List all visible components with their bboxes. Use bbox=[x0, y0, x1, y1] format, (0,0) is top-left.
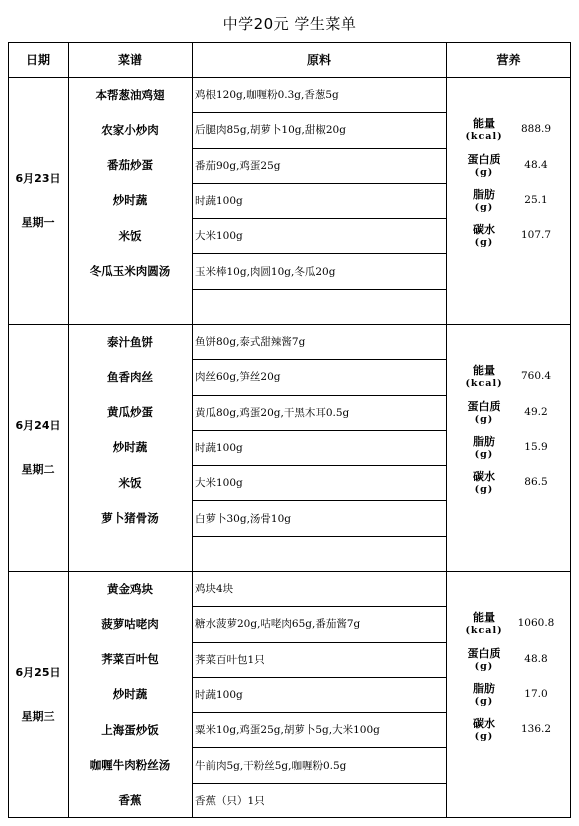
protein-unit: (g) bbox=[474, 660, 494, 672]
protein-unit: (g) bbox=[474, 413, 494, 425]
page-title: 中学20元 学生菜单 bbox=[222, 15, 357, 33]
ingredients-cell: 玉米棒10g,肉圆10g,冬瓜20g bbox=[195, 265, 336, 278]
ingredients-cell bbox=[192, 289, 446, 324]
ingredients-cell: 荠菜百叶包1只 bbox=[195, 653, 265, 666]
carb-value: 86.5 bbox=[524, 476, 548, 489]
energy-label-text: 能量 bbox=[473, 364, 495, 378]
fat-label bbox=[454, 435, 514, 461]
column-divider bbox=[446, 42, 447, 818]
protein-value: 48.8 bbox=[524, 652, 548, 665]
header-date: 日期 bbox=[25, 53, 50, 67]
energy-label bbox=[454, 611, 514, 637]
fat-value: 15.9 bbox=[524, 440, 548, 453]
ingredients-cell: 香蕉（只）1只 bbox=[195, 794, 265, 807]
column-divider bbox=[570, 42, 571, 818]
carb-label bbox=[454, 470, 514, 496]
carb-unit: (g) bbox=[474, 237, 494, 249]
fat-unit: (g) bbox=[474, 201, 494, 213]
carb-unit: (g) bbox=[474, 731, 494, 743]
energy-unit: (kcal) bbox=[465, 131, 503, 143]
protein-label-text: 蛋白质 bbox=[467, 152, 501, 166]
carb-label-text: 碳水 bbox=[473, 470, 495, 484]
energy-value: 888.9 bbox=[520, 123, 552, 136]
ingredients-cell: 鱼饼80g,泰式甜辣酱7g bbox=[195, 336, 306, 349]
date-cell bbox=[8, 324, 68, 571]
energy-unit: (kcal) bbox=[465, 378, 503, 390]
carb-value: 136.2 bbox=[520, 723, 552, 736]
ingredients-cell: 后腿肉85g,胡萝卜10g,甜椒20g bbox=[195, 124, 346, 137]
energy-label-text: 能量 bbox=[473, 611, 495, 625]
dish-name: 泰汁鱼饼 bbox=[107, 334, 153, 349]
fat-unit: (g) bbox=[474, 448, 494, 460]
ingredients-cell: 黄瓜80g,鸡蛋20g,干黑木耳0.5g bbox=[195, 406, 350, 419]
date-label: 6月23日 bbox=[15, 171, 61, 185]
protein-label-text: 蛋白质 bbox=[467, 646, 501, 660]
ingredients-cell: 时蔬100g bbox=[195, 441, 243, 454]
dish-name: 咖喱牛肉粉丝汤 bbox=[89, 758, 171, 773]
header-dish: 菜谱 bbox=[117, 53, 142, 67]
dish-name: 香蕉 bbox=[118, 793, 142, 808]
fat-label-text: 脂肪 bbox=[473, 434, 495, 448]
ingredients-cell: 时蔬100g bbox=[195, 194, 243, 207]
ingredients-cell: 时蔬100g bbox=[195, 688, 243, 701]
carb-value: 107.7 bbox=[520, 229, 552, 242]
ingredients-cell: 鸡根120g,咖喱粉0.3g,香葱5g bbox=[195, 89, 339, 102]
protein-label-text: 蛋白质 bbox=[467, 399, 501, 413]
date-cell bbox=[8, 77, 68, 324]
menu-table bbox=[8, 42, 571, 818]
fat-label bbox=[454, 682, 514, 708]
dish-name: 本帮葱油鸡翅 bbox=[95, 87, 165, 102]
fat-label-text: 脂肪 bbox=[473, 187, 495, 201]
fat-label-text: 脂肪 bbox=[473, 681, 495, 695]
protein-label bbox=[454, 647, 514, 673]
energy-label bbox=[454, 364, 514, 390]
ingredients-cell: 番茄90g,鸡蛋25g bbox=[195, 159, 281, 172]
energy-label-text: 能量 bbox=[473, 117, 495, 131]
dish-name bbox=[68, 536, 192, 571]
dish-name: 农家小炒肉 bbox=[101, 122, 159, 137]
dish-name: 萝卜猪骨汤 bbox=[101, 511, 159, 526]
weekday-label: 星期三 bbox=[21, 709, 55, 723]
dish-name: 米饭 bbox=[118, 475, 142, 490]
dish-name: 黄瓜炒蛋 bbox=[107, 405, 153, 420]
ingredients-cell: 糖水菠萝20g,咕咾肉65g,番茄酱7g bbox=[195, 618, 361, 631]
header-ingredients: 原料 bbox=[306, 53, 331, 67]
energy-label bbox=[454, 117, 514, 143]
dish-name: 鱼香肉丝 bbox=[107, 369, 153, 384]
protein-value: 48.4 bbox=[524, 158, 548, 171]
dish-name bbox=[68, 289, 192, 324]
ingredients-cell: 大米100g bbox=[195, 230, 243, 243]
fat-label bbox=[454, 188, 514, 214]
ingredients-cell: 大米100g bbox=[195, 477, 243, 490]
protein-label bbox=[454, 153, 514, 179]
fat-value: 25.1 bbox=[524, 193, 548, 206]
dish-name: 菠萝咕咾肉 bbox=[101, 616, 159, 631]
header-nutrition: 营养 bbox=[496, 53, 521, 67]
dish-name: 炒时蔬 bbox=[112, 687, 148, 702]
fat-value: 17.0 bbox=[524, 687, 548, 700]
carb-unit: (g) bbox=[474, 484, 494, 496]
fat-unit: (g) bbox=[474, 695, 494, 707]
weekday-label: 星期一 bbox=[21, 215, 55, 229]
carb-label bbox=[454, 223, 514, 249]
date-label: 6月24日 bbox=[15, 418, 61, 432]
energy-value: 1060.8 bbox=[517, 617, 555, 630]
protein-value: 49.2 bbox=[524, 405, 548, 418]
table-border-top bbox=[8, 42, 571, 43]
ingredients-cell bbox=[192, 536, 446, 571]
ingredients-cell: 牛前肉5g,干粉丝5g,咖喱粉0.5g bbox=[195, 759, 347, 772]
dish-name: 荠菜百叶包 bbox=[101, 652, 159, 667]
carb-label bbox=[454, 717, 514, 743]
date-cell bbox=[8, 571, 68, 818]
energy-unit: (kcal) bbox=[465, 625, 503, 637]
ingredients-cell: 白萝卜30g,汤骨10g bbox=[195, 512, 292, 525]
dish-name: 上海蛋炒饭 bbox=[101, 722, 159, 737]
dish-name: 黄金鸡块 bbox=[107, 581, 153, 596]
dish-name: 炒时蔬 bbox=[112, 440, 148, 455]
date-label: 6月25日 bbox=[15, 665, 61, 679]
carb-label-text: 碳水 bbox=[473, 223, 495, 237]
ingredients-cell: 肉丝60g,笋丝20g bbox=[195, 371, 281, 384]
energy-value: 760.4 bbox=[520, 370, 552, 383]
ingredients-cell: 鸡块4块 bbox=[195, 583, 234, 596]
carb-label-text: 碳水 bbox=[473, 717, 495, 731]
ingredients-cell: 粟米10g,鸡蛋25g,胡萝卜5g,大米100g bbox=[195, 724, 380, 737]
weekday-label: 星期二 bbox=[21, 462, 55, 476]
dish-name: 冬瓜玉米肉圆汤 bbox=[89, 264, 171, 279]
dish-name: 米饭 bbox=[118, 228, 142, 243]
protein-unit: (g) bbox=[474, 166, 494, 178]
dish-name: 番茄炒蛋 bbox=[107, 158, 153, 173]
dish-name: 炒时蔬 bbox=[112, 193, 148, 208]
protein-label bbox=[454, 400, 514, 426]
